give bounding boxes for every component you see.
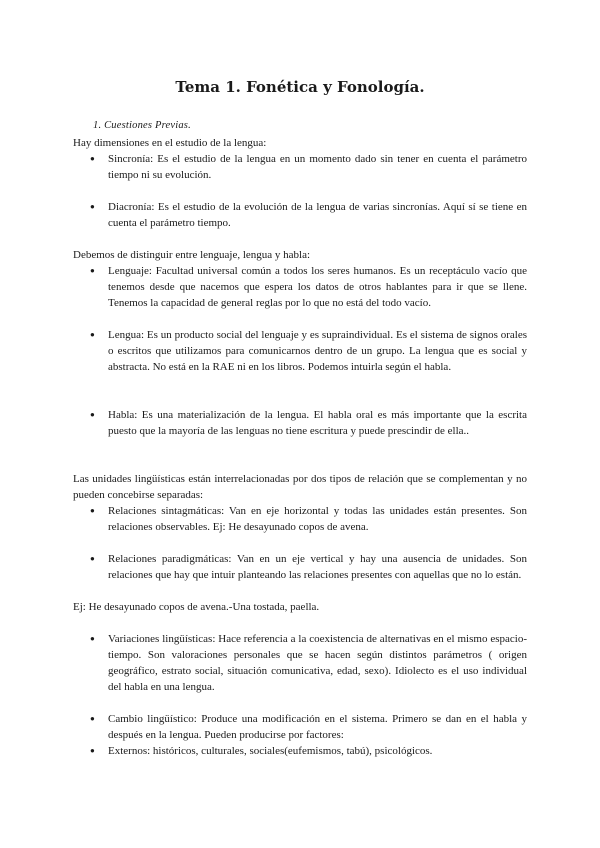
list-item-lenguaje: ● Lenguaje: Facultad universal común a todos los seres humanos. Es un receptáculo vacío que tenemos desde que nacemos que espera los datos de otros hablantes para ir que se llene. Tenemos la capacidad de general reglas por lo que no está del todo vacío. (108, 263, 527, 311)
list-item-lengua: ● Lengua: Es un producto social del lenguaje y es supraindividual. Es el sistema de signos orales o escritos que utilizamos para comunicarnos dentro de un grupo. La lengua que es social y abstracta. No está en la RAE ni en los libros. Podemos intuirla según el habla. (108, 327, 527, 375)
list-item-variaciones: ● Variaciones lingüísticas: Hace referencia a la coexistencia de alternativas en el mismo espacio-tiempo. Son valoraciones personales que se hacen según distintos parámetros ( origen geográfico, estrato social, situación comunicativa, edad, sexo). Idiolecto es el uso individual del habla en una lengua. (108, 631, 527, 695)
intro-lenguaje-lengua-habla: Debemos de distinguir entre lenguaje, lengua y habla: (73, 249, 311, 261)
list-item-paradigmaticas: ● Relaciones paradigmáticas: Van en un eje vertical y hay una ausencia de unidades. Son relaciones que hay que intuir planteando las relaciones presentes con aquellas que no lo están. (108, 551, 527, 583)
example-text: Ej: He desayunado copos de avena.-Una tostada, paella. (73, 601, 320, 613)
list-item-cambio: ● Cambio lingüístico: Produce una modificación en el sistema. Primero se dan en el habla y después en la lengua. Pueden producirse por factores: (108, 711, 527, 743)
list-item-diacronia: ● Diacronía: Es el estudio de la evolución de la lengua de varias sincronías. Aquí sí se tiene en cuenta el parámetro tiempo. (108, 199, 527, 231)
list-item-sintagmaticas: ● Relaciones sintagmáticas: Van en eje horizontal y todas las unidades están presentes. Son relaciones observables. Ej: He desayunado copos de avena. (108, 503, 527, 535)
intro-unidades: Las unidades lingüísticas están interrelacionadas por dos tipos de relación que se complementan y no pueden concebirse separadas: (73, 473, 527, 501)
page-title: Tema 1. Fonética y Fonología. (175, 78, 425, 96)
section-heading: 1. Cuestiones Previas. (93, 120, 191, 131)
list-item-habla: ● Habla: Es una materialización de la lengua. El habla oral es más importante que la escrita puesto que la mayoría de las lenguas no tiene escritura y puede prescindir de ella.. (108, 407, 527, 439)
intro-dimensions: Hay dimensiones en el estudio de la lengua: (73, 137, 267, 149)
list-item-sincronia: ● Sincronía: Es el estudio de la lengua en un momento dado sin tener en cuenta el parámetro tiempo ni su evolución. (108, 151, 527, 183)
list-item-externos: ● Externos: históricos, culturales, sociales(eufemismos, tabú), psicológicos. (108, 743, 527, 759)
